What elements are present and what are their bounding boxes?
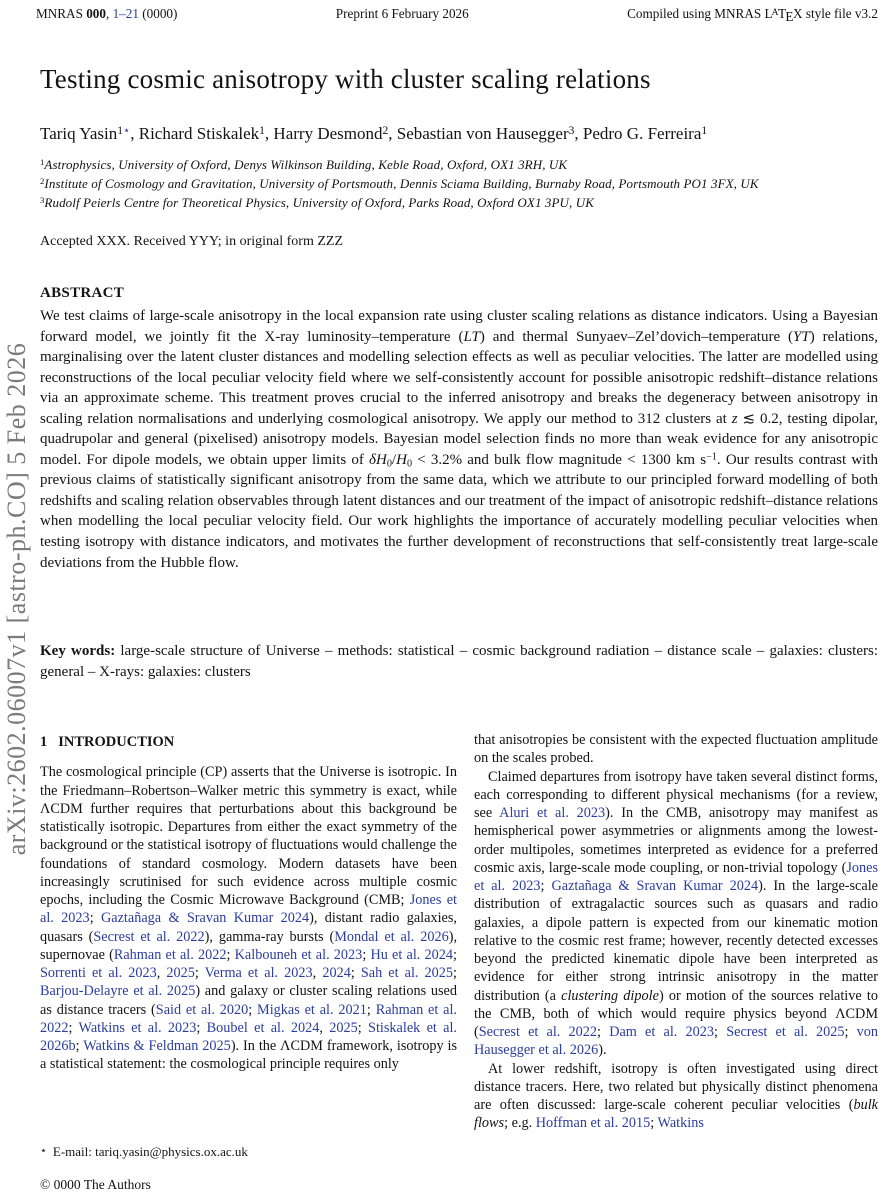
text-segment: Key words: xyxy=(40,643,116,659)
text-segment: 000 xyxy=(86,6,106,21)
text-segment: ; xyxy=(362,946,371,963)
text-segment: ). In the large-scale distribution of extragalactic sources such as quasars and radio galaxies, a dipole pattern is expected from our kinematic motion relative to the cosmic rest frame; however, recently detected excesses beyond the predicted kinematic dipole have been interpreted as evidence for either strong intrinsic anisotropy in the matter distribution (a xyxy=(474,878,878,1004)
text-segment: ). In the ΛCDM framework, isotropy is a statistical statement: the cosmological principle requires only xyxy=(40,1038,457,1073)
text-segment: ; xyxy=(453,965,458,981)
text-segment: z xyxy=(731,410,738,427)
citation-link[interactable]: Rahman et al. 2022 xyxy=(113,946,227,963)
text-segment: ; xyxy=(714,1024,727,1040)
citation-link[interactable]: Hoffman et al. 2015 xyxy=(535,1115,651,1132)
preprint-date: Preprint 6 February 2026 xyxy=(335,6,469,21)
author-line xyxy=(40,124,878,144)
text-segment: , xyxy=(312,965,323,981)
citation-link[interactable]: ⋆ xyxy=(123,123,131,137)
text-segment: ). In the CMB, anisotropy may manifest as hemispherical power asymmetries or alignments among the lowest-order multipoles, sometimes interpreted as evidence for a preferred cosmic axis, large-scale mode coupling, or non-trivial topology ( xyxy=(474,805,878,876)
text-segment: ) or motion of the sources relative to the CMB, both of which would require physics beyond ΛCDM ( xyxy=(474,987,878,1040)
text-segment: 0 xyxy=(386,458,392,470)
compiled-note xyxy=(627,6,878,25)
text-segment: Rudolf Peierls Centre for Theoretical Physics, University of Oxford, Parks Road, Oxford OX1 3PU, UK xyxy=(44,195,594,210)
text-segment: X style file v3.2 xyxy=(793,6,878,21)
citation-link[interactable]: Secrest et al. 2022 xyxy=(478,1024,598,1040)
text-segment: ; e.g. xyxy=(504,1115,536,1132)
text-segment: ; xyxy=(194,965,205,981)
text-segment: A xyxy=(771,8,779,19)
text-segment: ; xyxy=(68,1019,79,1036)
page-header xyxy=(36,6,878,25)
text-segment: ; xyxy=(350,965,361,981)
right-column xyxy=(474,731,878,1133)
citation-link[interactable]: Kalbouneh et al. 2023 xyxy=(234,946,363,963)
text-segment: / xyxy=(391,451,397,468)
citation-link[interactable]: Stiskalek et al. 2026b xyxy=(40,1019,457,1054)
text-segment: At lower redshift, isotropy is often investigated using direct distance tracers. Here, two related but physically distinct phenomena are often discussed: large-scale coherent peculiar velocities ( xyxy=(474,1060,878,1113)
text-segment: large-scale structure of Universe – methods: statistical – cosmic background radiation – distance scale – galaxies: clusters: general – X-rays: galaxies: clusters xyxy=(40,643,878,680)
abstract-heading: ABSTRACT xyxy=(40,285,125,301)
citation-link[interactable]: von Hausegger et al. 2026 xyxy=(474,1024,878,1059)
citation-link[interactable]: Boubel et al. 2024 xyxy=(206,1019,320,1036)
text-segment: Claimed departures from isotropy have taken several distinct forms, each corresponding to different physical mechanisms (for a review, see xyxy=(474,768,878,821)
text-segment: < 3.2% and bulk flow magnitude < 1300 km s xyxy=(412,451,707,468)
section-heading-introduction xyxy=(40,733,457,751)
citation-link[interactable]: Verma et al. 2023 xyxy=(204,965,313,981)
citation-link[interactable]: Gaztañaga & Sravan Kumar 2024 xyxy=(551,878,759,894)
text-segment: The cosmological principle (CP) asserts that the Universe is isotropic. In the Friedmann–Robertson–Walker metric this symmetry is exact, while ΛCDM further requires that perturbations about this background be statistically isotropic. Departures from either the exact symmetry of the background or the statistical isotropy of fluctuations would challenge the foundations of standard cosmology. Modern datasets have been increasingly scrutinised for such evidence across multiple cosmic epochs, including the Cosmic Microwave Background (CMB; xyxy=(40,764,457,908)
text-segment: that anisotropies be consistent with the expected fluctuation amplitude on the scales probed. xyxy=(474,732,878,767)
text-segment: 1 xyxy=(40,157,45,168)
text-segment: ; xyxy=(540,878,552,894)
affiliations xyxy=(40,155,878,212)
citation-link[interactable]: Dam et al. 2023 xyxy=(609,1024,715,1040)
text-segment: MNRAS xyxy=(36,6,87,21)
citation-link[interactable]: 2025 xyxy=(166,965,195,981)
text-segment: 3 xyxy=(40,195,45,206)
intro-paragraph-1 xyxy=(40,763,457,1073)
text-segment: 1 xyxy=(259,123,265,137)
citation-link[interactable]: Barjou-Delayre et al. 2025 xyxy=(40,983,196,1000)
copyright-line: © 0000 The Authors xyxy=(40,1177,151,1192)
citation-link[interactable]: 1–21 xyxy=(112,6,139,21)
text-segment: ; xyxy=(650,1115,658,1132)
text-segment: , Sebastian von Hausegger xyxy=(388,124,569,143)
text-segment: Astrophysics, University of Oxford, Denys Wilkinson Building, Keble Road, Oxford, OX1 3RH, UK xyxy=(44,157,568,172)
text-segment: Tariq Yasin xyxy=(40,124,118,143)
text-segment: −1 xyxy=(706,451,717,463)
email-footnote xyxy=(40,1144,248,1160)
citation-link[interactable]: Secrest et al. 2025 xyxy=(726,1024,845,1040)
text-segment: ) and galaxy or cluster scaling relations used as distance tracers ( xyxy=(40,983,457,1018)
text-segment: , Harry Desmond xyxy=(264,124,383,143)
citation-link[interactable]: Jones et al. 2023 xyxy=(474,859,878,894)
text-segment: , xyxy=(105,6,113,21)
affiliation-line-2 xyxy=(40,174,878,193)
text-segment: , xyxy=(156,965,167,981)
citation-link[interactable]: 2024 xyxy=(322,965,351,981)
text-segment: ), distant radio galaxies, quasars ( xyxy=(40,910,457,945)
text-segment: Compiled using MNRAS L xyxy=(627,6,773,21)
citation-link[interactable]: Aluri et al. 2023 xyxy=(499,805,606,821)
footnote-marker: ⋆ xyxy=(40,1145,47,1157)
citation-link[interactable]: 2025 xyxy=(329,1019,358,1036)
arxiv-watermark: arXiv:2602.06007v1 [astro-ph.CO] 5 Feb 2026 xyxy=(2,342,31,856)
text-segment: 3 xyxy=(568,123,575,137)
keywords-line xyxy=(40,641,878,682)
intro-paragraph-3 xyxy=(474,768,878,1060)
citation-link[interactable]: Sah et al. 2025 xyxy=(360,965,454,981)
dates-line: Accepted XXX. Received YYY; in original form ZZZ xyxy=(40,234,343,249)
text-segment: Institute of Cosmology and Gravitation, University of Portsmouth, Dennis Sciama Building, Burnaby Road, Portsmouth PO1 3FX, UK xyxy=(44,176,759,191)
left-column xyxy=(40,731,457,1133)
section-title: INTRODUCTION xyxy=(58,734,175,750)
text-segment: ; xyxy=(89,910,101,927)
citation-link[interactable]: Sorrenti et al. 2023 xyxy=(40,965,157,981)
text-segment: E xyxy=(785,8,794,24)
text-segment: 2 xyxy=(40,176,45,187)
footnote-text: E-mail: tariq.yasin@physics.ox.ac.uk xyxy=(52,1144,248,1160)
text-segment: ; xyxy=(357,1019,369,1036)
text-segment: 0 xyxy=(406,458,413,470)
citation-link[interactable]: Jones et al. 2023 xyxy=(40,892,457,927)
text-segment: , Pedro G. Ferreira xyxy=(574,124,702,143)
citation-link[interactable]: Hu et al. 2024 xyxy=(370,946,454,963)
section-number: 1 xyxy=(40,734,48,750)
affiliation-line-3 xyxy=(40,193,878,212)
text-segment: , xyxy=(319,1019,330,1036)
citation-link[interactable]: Migkas et al. 2021 xyxy=(257,1001,367,1018)
citation-link[interactable]: Watkins et al. 2023 xyxy=(78,1019,197,1036)
text-segment: ) relations, marginalising over the latent cluster distances and modelling selection effects as well as peculiar velocities. The latter are modelled using reconstructions of the local peculiar velocity field where we self-consistently account for possible anisotropic redshift–distance relations via an approximate scheme. This treatment proves crucial to the inferred anisotropy and breaks the degeneracy between anisotropy in scaling relation normalisations and underlying cosmological anisotropy. We apply our method to 312 clusters at xyxy=(40,328,878,427)
text-segment: LT xyxy=(463,328,480,345)
intro-paragraph-4 xyxy=(474,1060,878,1133)
text-segment: H xyxy=(396,451,407,468)
text-segment: T xyxy=(778,6,787,21)
text-segment: ). xyxy=(598,1042,607,1059)
text-segment: ; xyxy=(366,1001,376,1018)
two-column-body xyxy=(40,731,878,1133)
text-segment: ) and thermal Sunyaev–Zel’dovich–temperature ( xyxy=(479,328,794,345)
text-segment: ), supernovae ( xyxy=(40,928,458,963)
text-segment: 1 xyxy=(117,123,123,137)
text-segment: ; xyxy=(453,946,457,963)
text-segment: ≲ 0.2, testing dipolar, quadrupolar and general (pixelised) anisotropy models. Bayesian model selection finds no more than weak evidence for any anisotropic model. For dipole models, we obtain upper limits of xyxy=(40,410,878,468)
affiliation-line-1 xyxy=(40,155,878,174)
citation-link[interactable]: Said et al. 2020 xyxy=(155,1001,249,1018)
text-segment: δH xyxy=(369,451,387,468)
text-segment: 2 xyxy=(382,123,389,137)
text-segment: ), gamma-ray bursts ( xyxy=(204,928,335,945)
text-segment: . Our results contrast with previous claims of statistically significant anisotropy from the same data, which we attribute to our principled forward modelling of both redshifts and scaling relation observables through latent distances and our treatment of the impact of anisotropic redshift–distance relations when modelling the local peculiar velocity field. Our work highlights the importance of accurately modelling peculiar velocities when testing isotropy with distance indicators, and motivates the further development of reconstructions that self-consistently treat large-scale deviations from the Hubble flow. xyxy=(40,451,879,571)
text-segment: YT xyxy=(793,328,810,345)
text-segment: We test claims of large-scale anisotropy in the local expansion rate using cluster scaling relations as distance indicators. Using a Bayesian forward model, we jointly fit the X-ray luminosity–temperature ( xyxy=(40,308,878,345)
text-segment: ; xyxy=(75,1038,84,1054)
citation-link[interactable]: Gaztañaga & Sravan Kumar 2024 xyxy=(100,910,310,927)
abstract-text xyxy=(40,306,878,573)
text-segment: (0000) xyxy=(138,6,178,21)
paper-title: Testing cosmic anisotropy with cluster scaling relations xyxy=(40,64,651,94)
text-segment: ; xyxy=(226,946,235,963)
citation-link[interactable]: Rahman et al. 2022 xyxy=(40,1001,457,1036)
text-segment: ; xyxy=(248,1001,258,1018)
text-segment: clustering dipole xyxy=(561,987,659,1004)
citation-link[interactable]: Secrest et al. 2022 xyxy=(93,928,205,945)
text-segment: bulk flows xyxy=(474,1097,878,1132)
text-segment: ; xyxy=(196,1019,207,1036)
citation-link[interactable]: Watkins & Feldman 2025 xyxy=(83,1038,231,1054)
text-segment: 1 xyxy=(701,123,708,137)
text-segment: ; xyxy=(844,1024,857,1040)
text-segment: ; xyxy=(597,1024,610,1040)
text-segment: , Richard Stiskalek xyxy=(130,124,260,143)
journal-reference xyxy=(36,6,177,22)
citation-link[interactable]: Mondal et al. 2026 xyxy=(334,928,449,945)
citation-link[interactable]: Watkins xyxy=(657,1115,704,1132)
intro-paragraph-2 xyxy=(474,731,878,768)
